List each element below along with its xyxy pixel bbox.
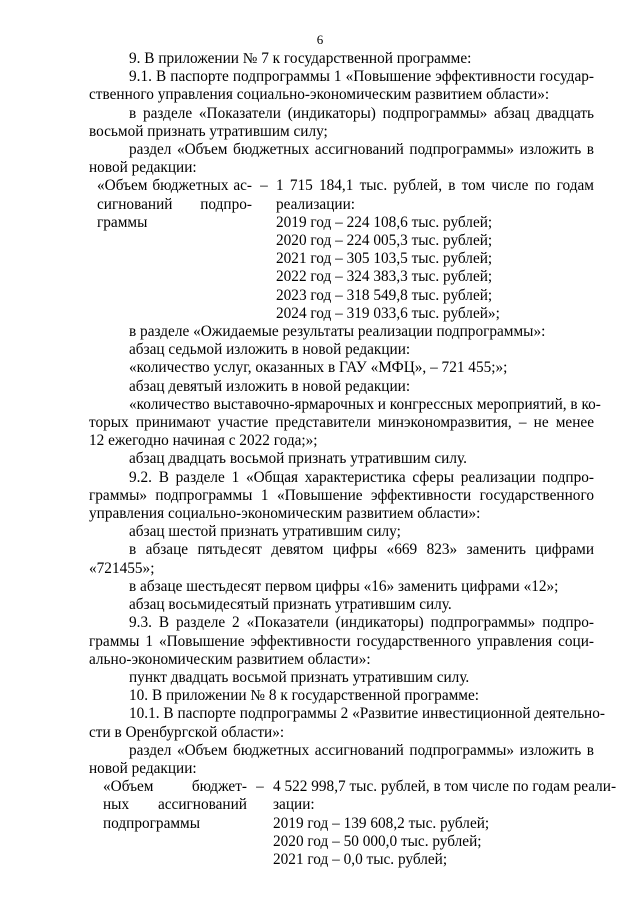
paragraph-line: «количество выставочно-ярмарочных и конгрессных мероприятий, в ко- (129, 395, 601, 413)
table-label-line: граммы (97, 213, 148, 231)
table-label-line: ных ассигнований (103, 796, 247, 814)
paragraph-line: пункт двадцать восьмой признать утратившим силу. (129, 668, 470, 686)
paragraph-line: 9.3. В разделе 2 «Показатели (индикаторы) подпрограммы» подпро- (129, 614, 594, 632)
table-value-column (273, 778, 617, 869)
table-label-line: «Объем бюджетных ас- (97, 177, 252, 195)
paragraph-line: новой редакции: (89, 159, 197, 177)
paragraph-line: 9. В приложении № 7 к государственной программе: (129, 50, 472, 67)
table-value-line: зации: (273, 796, 315, 814)
paragraph-line: в абзаце шестьдесят первом цифры «16» заменить цифрами «12»; (129, 577, 559, 595)
paragraph (89, 450, 594, 468)
paragraph-line: «количество услуг, оказанных в ГАУ «МФЦ», – 721 455;»; (129, 359, 508, 377)
table-value-line: 2020 год – 224 005,3 тыс. рублей; (276, 232, 493, 250)
paragraph (89, 614, 594, 669)
paragraph (89, 669, 594, 687)
paragraph (89, 705, 605, 741)
paragraph (89, 341, 594, 359)
paragraph-line: 12 ежегодно начиная с 2022 года;»; (89, 432, 318, 450)
paragraph-line: абзац двадцать восьмой признать утратившим силу. (129, 450, 467, 468)
paragraph-line: абзац девятый изложить в новой редакции: (129, 377, 411, 395)
paragraph-line: в разделе «Ожидаемые результаты реализации подпрограммы»: (129, 323, 546, 341)
table-value-line: 2024 год – 319 033,6 тыс. рублей»; (276, 304, 500, 322)
paragraph-line: в абзаце пятьдесят девятом цифры «669 823» заменить цифрами (129, 541, 594, 559)
paragraph (89, 687, 594, 705)
table-value-line: 2021 год – 0,0 тыс. рублей; (273, 850, 448, 868)
paragraph-line: восьмой признать утратившим силу; (89, 122, 328, 140)
page-number: 6 (316, 32, 324, 47)
paragraph-line: ально-экономическим развитием области»: (89, 650, 371, 668)
document-body (89, 50, 617, 869)
table-value-line: 2020 год – 50 000,0 тыс. рублей; (273, 832, 482, 850)
table-value-line: реализации: (276, 195, 356, 213)
paragraph (89, 541, 594, 577)
paragraph (89, 359, 594, 377)
table-value-line: 1 715 184,1 тыс. рублей, в том числе по годам (276, 177, 594, 195)
paragraph (89, 395, 601, 451)
paragraph-line: абзац седьмой изложить в новой редакции: (129, 341, 411, 359)
table-label-line: сигнований подпро- (97, 195, 252, 213)
paragraph-line: ственного управления социально-экономическим развитием области»: (89, 86, 550, 104)
paragraph-line: управления социально-экономическим развитием области»: (89, 505, 481, 523)
paragraph-line: 10. В приложении № 8 к государственной программе: (129, 687, 480, 705)
table-value-line: 2019 год – 139 608,2 тыс. рублей; (273, 814, 490, 832)
table-value-line: 2019 год – 224 108,6 тыс. рублей; (276, 213, 493, 231)
paragraph-line: граммы» подпрограммы 1 «Повышение эффективности государственного (89, 486, 594, 504)
paragraph-line: граммы 1 «Повышение эффективности государственного управления соци- (89, 632, 594, 650)
table-label-line: «Объем бюджет- (103, 778, 247, 796)
paragraph-line: торых принимают участие представители минэкономразвития, – не менее (89, 414, 594, 432)
table-dash: – (260, 177, 268, 195)
table-value-line: 4 522 998,7 тыс. рублей, в том числе по годам реали- (273, 778, 617, 796)
table-value-column (276, 177, 594, 323)
paragraph-line: 10.1. В паспорте подпрограммы 2 «Развитие инвестиционной деятельно- (129, 705, 605, 723)
paragraph-line: абзац восьмидесятый признать утратившим силу. (129, 596, 452, 614)
paragraph-line: новой редакции: (89, 759, 197, 777)
budget-allocation-table (97, 177, 594, 323)
paragraph (89, 68, 594, 104)
paragraph (89, 378, 594, 396)
paragraph (89, 50, 594, 68)
paragraph-line: раздел «Объем бюджетных ассигнований подпрограммы» изложить в (129, 141, 594, 159)
table-dash: – (256, 778, 264, 796)
table-label-column (103, 778, 247, 869)
table-label-line: подпрограммы (103, 814, 201, 832)
table-label-column (97, 177, 252, 323)
paragraph (89, 596, 594, 614)
paragraph (89, 578, 594, 596)
table-value-line: 2022 год – 324 383,3 тыс. рублей; (276, 268, 493, 286)
paragraph-line: 9.2. В разделе 1 «Общая характеристика сферы реализации подпро- (129, 468, 594, 486)
paragraph (89, 523, 594, 541)
paragraph (89, 323, 594, 341)
paragraph (89, 469, 594, 524)
table-value-line: 2023 год – 318 549,8 тыс. рублей; (276, 286, 493, 304)
table-value-line: 2021 год – 305 103,5 тыс. рублей; (276, 250, 493, 268)
paragraph (89, 105, 594, 141)
paragraph (89, 141, 594, 177)
paragraph-line: раздел «Объем бюджетных ассигнований подпрограммы» изложить в (129, 741, 594, 759)
paragraph-line: абзац шестой признать утратившим силу; (129, 523, 401, 541)
paragraph-line: 9.1. В паспорте подпрограммы 1 «Повышение эффективности государ- (129, 68, 594, 86)
paragraph-line: сти в Оренбургской области»: (89, 723, 285, 741)
paragraph (89, 742, 594, 778)
paragraph-line: «721455»; (89, 559, 155, 577)
paragraph-line: в разделе «Показатели (индикаторы) подпрограммы» абзац двадцать (129, 104, 594, 122)
budget-allocation-table (103, 778, 617, 869)
